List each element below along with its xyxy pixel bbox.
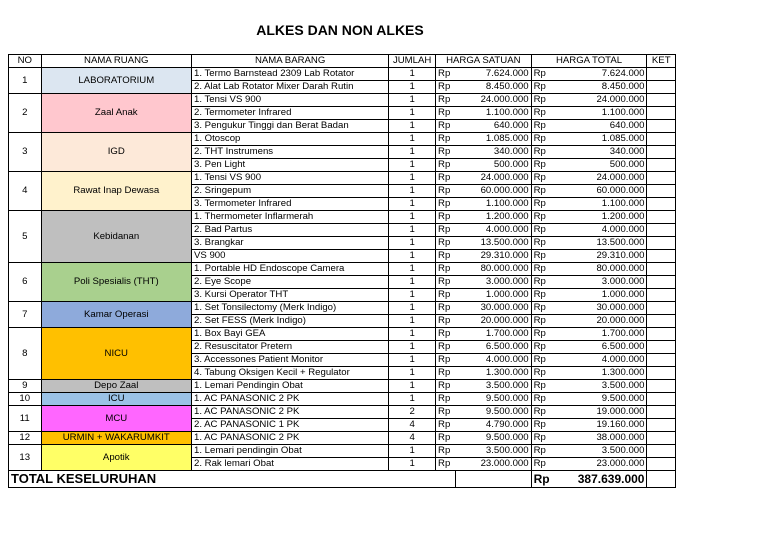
- item-name: 1. Tensi VS 900: [192, 172, 389, 185]
- item-name: 2. Termometer Infrared: [192, 107, 389, 120]
- table-row: [9, 211, 676, 224]
- unit-currency: Rp: [436, 120, 456, 133]
- total-currency-cell: Rp: [531, 172, 551, 185]
- header-no: NO: [9, 55, 42, 68]
- item-note: [647, 185, 676, 198]
- table-row: [9, 302, 676, 315]
- unit-currency: Rp: [436, 159, 456, 172]
- item-qty: 1: [389, 393, 436, 406]
- unit-price: 1.100.000: [456, 198, 531, 211]
- total-currency-cell: Rp: [531, 146, 551, 159]
- item-note: [647, 315, 676, 328]
- total-price: 1.300.000: [551, 367, 647, 380]
- total-price: 4.000.000: [551, 224, 647, 237]
- unit-currency: Rp: [436, 341, 456, 354]
- total-currency-cell: Rp: [531, 159, 551, 172]
- total-currency-cell: Rp: [531, 341, 551, 354]
- unit-price: 8.450.000: [456, 81, 531, 94]
- total-price: 640.000: [551, 120, 647, 133]
- item-qty: 1: [389, 445, 436, 458]
- room-name: Poli Spesialis (THT): [41, 263, 191, 302]
- total-price: 13.500.000: [551, 237, 647, 250]
- unit-currency: Rp: [436, 224, 456, 237]
- item-name: 3. Pengukur Tinggi dan Berat Badan: [192, 120, 389, 133]
- item-note: [647, 68, 676, 81]
- item-name: 1. Lemari pendingin Obat: [192, 445, 389, 458]
- item-name: 2. THT Instrumens: [192, 146, 389, 159]
- unit-price: 9.500.000: [456, 432, 531, 445]
- unit-price: 3.500.000: [456, 380, 531, 393]
- total-price: 3.500.000: [551, 380, 647, 393]
- total-price: 500.000: [551, 159, 647, 172]
- table-row: [9, 432, 676, 445]
- item-qty: 1: [389, 224, 436, 237]
- unit-price: 24.000.000: [456, 94, 531, 107]
- table-row: [9, 380, 676, 393]
- total-currency-cell: Rp: [531, 276, 551, 289]
- item-qty: 1: [389, 354, 436, 367]
- room-name: URMIN + WAKARUMKIT: [41, 432, 191, 445]
- item-name: 1. AC PANASONIC 2 PK: [192, 406, 389, 419]
- item-qty: 1: [389, 94, 436, 107]
- unit-price: 1.300.000: [456, 367, 531, 380]
- item-note: [647, 419, 676, 432]
- table-row: [9, 94, 676, 107]
- unit-currency: Rp: [436, 237, 456, 250]
- total-price: 29.310.000: [551, 250, 647, 263]
- total-currency-cell: Rp: [531, 432, 551, 445]
- unit-price: 24.000.000: [456, 172, 531, 185]
- room-name: MCU: [41, 406, 191, 432]
- unit-currency: Rp: [436, 354, 456, 367]
- total-currency-cell: Rp: [531, 393, 551, 406]
- total-currency-cell: Rp: [531, 263, 551, 276]
- total-price: 1.100.000: [551, 107, 647, 120]
- item-note: [647, 406, 676, 419]
- unit-price: 13.500.000: [456, 237, 531, 250]
- item-name: 1. Set Tonsilectomy (Merk Indigo): [192, 302, 389, 315]
- unit-currency: Rp: [436, 458, 456, 471]
- item-note: [647, 393, 676, 406]
- unit-price: 29.310.000: [456, 250, 531, 263]
- unit-currency: Rp: [436, 250, 456, 263]
- total-price: 1.200.000: [551, 211, 647, 224]
- table-row: [9, 68, 676, 81]
- item-note: [647, 432, 676, 445]
- room-name: IGD: [41, 133, 191, 172]
- unit-price: 23.000.000: [456, 458, 531, 471]
- item-name: 1. Lemari Pendingin Obat: [192, 380, 389, 393]
- item-note: [647, 289, 676, 302]
- unit-currency: Rp: [436, 133, 456, 146]
- row-number: 6: [9, 263, 42, 302]
- room-name: ICU: [41, 393, 191, 406]
- item-qty: 1: [389, 341, 436, 354]
- item-name: 3. Kursi Operator THT: [192, 289, 389, 302]
- table-row: [9, 393, 676, 406]
- item-qty: 1: [389, 120, 436, 133]
- total-currency-cell: Rp: [531, 458, 551, 471]
- item-note: [647, 172, 676, 185]
- total-price: 38.000.000: [551, 432, 647, 445]
- table-row: [9, 328, 676, 341]
- item-note: [647, 341, 676, 354]
- total-price: 3.000.000: [551, 276, 647, 289]
- item-qty: 2: [389, 406, 436, 419]
- item-qty: 1: [389, 315, 436, 328]
- total-price: 8.450.000: [551, 81, 647, 94]
- item-qty: 1: [389, 172, 436, 185]
- item-note: [647, 367, 676, 380]
- item-name: 2. Alat Lab Rotator Mixer Darah Rutin: [192, 81, 389, 94]
- unit-price: 6.500.000: [456, 341, 531, 354]
- total-currency-cell: Rp: [531, 445, 551, 458]
- item-qty: 1: [389, 198, 436, 211]
- total-currency-cell: Rp: [531, 289, 551, 302]
- table-row: [9, 263, 676, 276]
- unit-currency: Rp: [436, 276, 456, 289]
- unit-price: 4.790.000: [456, 419, 531, 432]
- item-name: 1. Portable HD Endoscope Camera: [192, 263, 389, 276]
- total-price: 1.100.000: [551, 198, 647, 211]
- unit-currency: Rp: [436, 406, 456, 419]
- item-note: [647, 328, 676, 341]
- total-currency-cell: Rp: [531, 94, 551, 107]
- header-note: KET: [647, 55, 676, 68]
- item-note: [647, 81, 676, 94]
- item-name: 2. Eye Scope: [192, 276, 389, 289]
- item-name: 1. AC PANASONIC 2 PK: [192, 432, 389, 445]
- total-price: 1.085.000: [551, 133, 647, 146]
- unit-price: 500.000: [456, 159, 531, 172]
- header-room: NAMA RUANG: [41, 55, 191, 68]
- room-name: Kebidanan: [41, 211, 191, 263]
- room-name: Apotik: [41, 445, 191, 471]
- total-currency-cell: Rp: [531, 211, 551, 224]
- total-price: 19.000.000: [551, 406, 647, 419]
- total-price: 23.000.000: [551, 458, 647, 471]
- item-note: [647, 107, 676, 120]
- total-currency-cell: Rp: [531, 81, 551, 94]
- item-qty: 1: [389, 81, 436, 94]
- total-currency-cell: Rp: [531, 354, 551, 367]
- table-body: [9, 68, 676, 471]
- unit-price: 20.000.000: [456, 315, 531, 328]
- room-name: NICU: [41, 328, 191, 380]
- item-name: 2. Set FESS (Merk Indigo): [192, 315, 389, 328]
- item-qty: 1: [389, 68, 436, 81]
- room-name: Depo Zaal: [41, 380, 191, 393]
- total-currency-cell: Rp: [531, 328, 551, 341]
- unit-price: 3.000.000: [456, 276, 531, 289]
- item-name: 3. Accessones Patient Monitor: [192, 354, 389, 367]
- row-number: 9: [9, 380, 42, 393]
- unit-currency: Rp: [436, 263, 456, 276]
- total-currency-cell: Rp: [531, 315, 551, 328]
- row-number: 8: [9, 328, 42, 380]
- unit-currency: Rp: [436, 445, 456, 458]
- item-name: 1. Otoscop: [192, 133, 389, 146]
- item-name: 4. Tabung Oksigen Kecil + Regulator: [192, 367, 389, 380]
- total-currency-cell: Rp: [531, 250, 551, 263]
- unit-price: 1.085.000: [456, 133, 531, 146]
- total-currency-cell: Rp: [531, 419, 551, 432]
- item-note: [647, 224, 676, 237]
- unit-price: 4.000.000: [456, 354, 531, 367]
- total-label: TOTAL KESELURUHAN: [9, 471, 456, 488]
- room-name: Rawat Inap Dewasa: [41, 172, 191, 211]
- row-number: 3: [9, 133, 42, 172]
- total-price: 7.624.000: [551, 68, 647, 81]
- table-row: [9, 133, 676, 146]
- page-title: ALKES DAN NON ALKES: [256, 22, 424, 38]
- total-currency-cell: Rp: [531, 302, 551, 315]
- unit-price: 1.000.000: [456, 289, 531, 302]
- item-qty: 1: [389, 237, 436, 250]
- item-qty: 1: [389, 367, 436, 380]
- total-currency-cell: Rp: [531, 133, 551, 146]
- item-name: VS 900: [192, 250, 389, 263]
- total-value: 387.639.000: [551, 471, 647, 488]
- header-row: [9, 55, 676, 68]
- unit-price: 340.000: [456, 146, 531, 159]
- item-qty: 1: [389, 328, 436, 341]
- row-number: 10: [9, 393, 42, 406]
- row-number: 12: [9, 432, 42, 445]
- total-price: 1.000.000: [551, 289, 647, 302]
- unit-currency: Rp: [436, 315, 456, 328]
- row-number: 2: [9, 94, 42, 133]
- total-price: 6.500.000: [551, 341, 647, 354]
- unit-price: 1.700.000: [456, 328, 531, 341]
- unit-currency: Rp: [436, 211, 456, 224]
- item-note: [647, 263, 676, 276]
- item-qty: 1: [389, 133, 436, 146]
- unit-currency: Rp: [436, 68, 456, 81]
- header-unit-price: HARGA SATUAN: [436, 55, 532, 68]
- total-currency-cell: Rp: [531, 68, 551, 81]
- item-name: 2. Sringepum: [192, 185, 389, 198]
- item-note: [647, 146, 676, 159]
- item-qty: 1: [389, 458, 436, 471]
- item-name: 3. Brangkar: [192, 237, 389, 250]
- total-price: 1.700.000: [551, 328, 647, 341]
- item-note: [647, 211, 676, 224]
- total-price: 20.000.000: [551, 315, 647, 328]
- total-price: 19.160.000: [551, 419, 647, 432]
- total-currency: Rp: [531, 471, 551, 488]
- item-qty: 1: [389, 263, 436, 276]
- total-currency-cell: Rp: [531, 224, 551, 237]
- total-currency-cell: Rp: [531, 185, 551, 198]
- table-row: [9, 406, 676, 419]
- row-number: 5: [9, 211, 42, 263]
- total-spacer: [456, 471, 531, 488]
- unit-currency: Rp: [436, 146, 456, 159]
- item-qty: 4: [389, 419, 436, 432]
- item-qty: 1: [389, 289, 436, 302]
- room-name: Kamar Operasi: [41, 302, 191, 328]
- unit-price: 9.500.000: [456, 406, 531, 419]
- table-row: [9, 445, 676, 458]
- unit-currency: Rp: [436, 94, 456, 107]
- item-name: 1. Thermometer Inflarmerah: [192, 211, 389, 224]
- item-note: [647, 276, 676, 289]
- total-price: 340.000: [551, 146, 647, 159]
- total-price: 24.000.000: [551, 172, 647, 185]
- unit-price: 640.000: [456, 120, 531, 133]
- item-name: 3. Termometer Infrared: [192, 198, 389, 211]
- unit-currency: Rp: [436, 107, 456, 120]
- unit-currency: Rp: [436, 380, 456, 393]
- header-item: NAMA BARANG: [192, 55, 389, 68]
- unit-price: 1.200.000: [456, 211, 531, 224]
- total-price: 9.500.000: [551, 393, 647, 406]
- item-name: 2. Resuscitator Pretern: [192, 341, 389, 354]
- row-number: 11: [9, 406, 42, 432]
- total-price: 30.000.000: [551, 302, 647, 315]
- item-name: 2. Bad Partus: [192, 224, 389, 237]
- item-name: 1. Box Bayi GEA: [192, 328, 389, 341]
- total-currency-cell: Rp: [531, 406, 551, 419]
- row-number: 13: [9, 445, 42, 471]
- unit-currency: Rp: [436, 198, 456, 211]
- unit-currency: Rp: [436, 328, 456, 341]
- unit-price: 60.000.000: [456, 185, 531, 198]
- item-note: [647, 120, 676, 133]
- total-currency-cell: Rp: [531, 367, 551, 380]
- unit-price: 4.000.000: [456, 224, 531, 237]
- item-qty: 1: [389, 146, 436, 159]
- item-note: [647, 354, 676, 367]
- unit-currency: Rp: [436, 289, 456, 302]
- item-note: [647, 133, 676, 146]
- item-name: 1. AC PANASONIC 2 PK: [192, 393, 389, 406]
- total-price: 3.500.000: [551, 445, 647, 458]
- item-note: [647, 237, 676, 250]
- total-price: 24.000.000: [551, 94, 647, 107]
- unit-currency: Rp: [436, 302, 456, 315]
- unit-price: 9.500.000: [456, 393, 531, 406]
- item-qty: 1: [389, 159, 436, 172]
- item-qty: 1: [389, 211, 436, 224]
- total-price: 80.000.000: [551, 263, 647, 276]
- unit-price: 80.000.000: [456, 263, 531, 276]
- total-price: 4.000.000: [551, 354, 647, 367]
- item-name: 1. Tensi VS 900: [192, 94, 389, 107]
- total-currency-cell: Rp: [531, 120, 551, 133]
- total-note: [647, 471, 676, 488]
- item-note: [647, 250, 676, 263]
- unit-currency: Rp: [436, 432, 456, 445]
- item-note: [647, 198, 676, 211]
- item-name: 3. Pen Light: [192, 159, 389, 172]
- item-note: [647, 94, 676, 107]
- unit-currency: Rp: [436, 393, 456, 406]
- total-currency-cell: Rp: [531, 237, 551, 250]
- row-number: 7: [9, 302, 42, 328]
- item-name: 2. Rak lemari Obat: [192, 458, 389, 471]
- header-total-price: HARGA TOTAL: [531, 55, 647, 68]
- header-qty: JUMLAH: [389, 55, 436, 68]
- room-name: Zaal Anak: [41, 94, 191, 133]
- total-price: 60.000.000: [551, 185, 647, 198]
- item-qty: 1: [389, 107, 436, 120]
- item-note: [647, 445, 676, 458]
- unit-currency: Rp: [436, 185, 456, 198]
- unit-price: 3.500.000: [456, 445, 531, 458]
- item-name: 2. AC PANASONIC 1 PK: [192, 419, 389, 432]
- item-note: [647, 302, 676, 315]
- item-note: [647, 458, 676, 471]
- item-qty: 1: [389, 250, 436, 263]
- row-number: 1: [9, 68, 42, 94]
- total-row: [9, 471, 676, 488]
- item-qty: 1: [389, 380, 436, 393]
- unit-price: 30.000.000: [456, 302, 531, 315]
- item-qty: 1: [389, 302, 436, 315]
- item-qty: 4: [389, 432, 436, 445]
- item-note: [647, 159, 676, 172]
- unit-currency: Rp: [436, 81, 456, 94]
- unit-currency: Rp: [436, 367, 456, 380]
- total-currency-cell: Rp: [531, 107, 551, 120]
- item-name: 1. Termo Barnstead 2309 Lab Rotator: [192, 68, 389, 81]
- row-number: 4: [9, 172, 42, 211]
- item-qty: 1: [389, 185, 436, 198]
- unit-price: 7.624.000: [456, 68, 531, 81]
- item-qty: 1: [389, 276, 436, 289]
- unit-price: 1.100.000: [456, 107, 531, 120]
- table-row: [9, 172, 676, 185]
- room-name: LABORATORIUM: [41, 68, 191, 94]
- unit-currency: Rp: [436, 419, 456, 432]
- unit-currency: Rp: [436, 172, 456, 185]
- total-currency-cell: Rp: [531, 380, 551, 393]
- item-note: [647, 380, 676, 393]
- total-currency-cell: Rp: [531, 198, 551, 211]
- equipment-table: [8, 54, 676, 488]
